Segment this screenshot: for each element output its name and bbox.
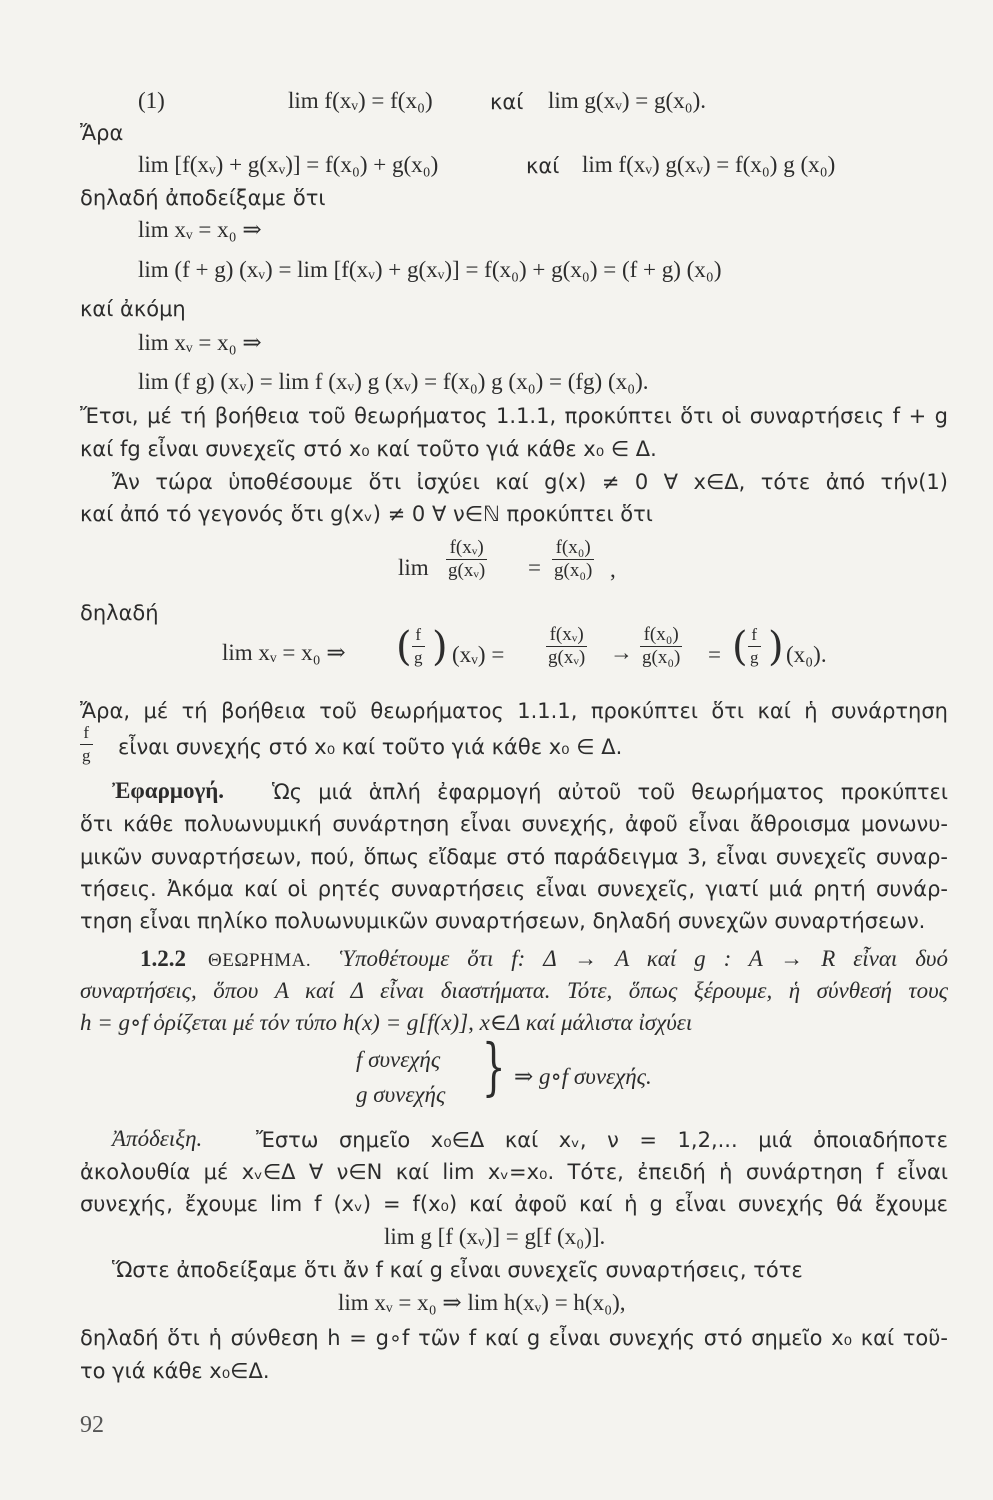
theorem-text: f συνεχής — [356, 1047, 441, 1072]
arrow: → — [610, 640, 633, 665]
equation: lim xᵥ = x₀ ⇒ — [222, 640, 346, 665]
text-line: Ὡς μιά ἁπλή ἐφαρμογή αὐτοῦ τοῦ θεωρήματος προκύπτει — [272, 780, 948, 804]
proof-label: Ἀπόδειξη. — [112, 1126, 203, 1151]
fraction — [412, 624, 425, 669]
equation: lim xᵥ = x₀ ⇒ — [138, 217, 262, 242]
page-number: 92 — [80, 1412, 104, 1438]
text-line: ὅτι κάθε πολυωνυμική συνάρτηση εἶναι συνεχής, ἀφοῦ εἶναι ἄθροισμα μονωνυ- — [80, 812, 948, 836]
text-line: καί ἀπό τό γεγονός ὅτι g(xᵥ) ≠ 0 ∀ ν∈ℕ προκύπτει ὅτι — [80, 502, 653, 526]
equation: lim f(xᵥ) = f(x₀) — [288, 88, 433, 113]
theorem-label: ΘΕΩΡΗΜΑ. — [208, 950, 312, 971]
text-line: τήσεις. Ἀκόμα καί οἱ ρητές συναρτήσεις εἶναι συνεχεῖς, γιατί μιά ρητή συνάρ- — [80, 877, 948, 901]
equation: lim xᵥ = x₀ ⇒ lim h(xᵥ) = h(x₀), — [338, 1290, 626, 1315]
numerator: f(x₀) — [640, 624, 682, 647]
equation: lim [f(xᵥ) + g(xᵥ)] = f(x₀) + g(x₀) — [138, 152, 439, 177]
lim-operator: lim — [398, 555, 429, 580]
text-line: δηλαδή ἀποδείξαμε ὅτι — [80, 186, 326, 210]
fraction — [748, 624, 761, 669]
text-line: Ἄν τώρα ὑποθέσουμε ὅτι ἰσχύει καί g(x) ≠ 0 ∀ x∈Δ, τότε ἀπό τήν(1) — [112, 470, 948, 494]
text-line: δηλαδή ὅτι ἡ σύνθεση h = g∘f τῶν f καί g εἶναι συνεχής στό σημεῖο x₀ καί τοῦ- — [80, 1326, 948, 1350]
equation: lim g(xᵥ) = g(x₀). — [548, 88, 707, 113]
denominator: g — [82, 746, 91, 765]
equation: lim g [f (xᵥ)] = g[f (x₀)]. — [384, 1224, 606, 1249]
fraction — [546, 624, 587, 669]
denominator: g(xᵥ) — [548, 647, 586, 668]
right-paren-icon: ) — [432, 624, 448, 670]
text-line: Ἔστω σημεῖο x₀∈Δ καί xᵥ, ν = 1,2,... μιά ὁποιαδήποτε — [256, 1128, 948, 1152]
text: καί — [526, 154, 560, 178]
theorem-number: 1.2.2 — [140, 946, 186, 971]
theorem-text: συναρτήσεις, ὅπου A καί Δ εἶναι διαστήματα. Τότε, ὅπως ξέρουμε, ἡ σύνθεσή τους — [80, 978, 948, 1003]
denominator: g — [750, 648, 759, 667]
punctuation: , — [610, 557, 616, 582]
equation-label: (1) — [138, 88, 165, 113]
numerator: f — [412, 624, 425, 647]
text-line: μικῶν συναρτήσεων, πού, ὅπως εἴδαμε στό παράδειγμα 3, εἶναι συνεχεῖς συναρ- — [80, 845, 948, 869]
text-line: δηλαδή — [80, 601, 159, 625]
text-line: Ὥστε ἀποδείξαμε ὅτι ἄν f καί g εἶναι συνεχεῖς συναρτήσεις, τότε — [112, 1258, 803, 1282]
text-line: εἶναι συνεχής στό x₀ καί τοῦτο γιά κάθε x₀ ∈ Δ. — [118, 735, 623, 759]
theorem-text: g συνεχής — [356, 1082, 446, 1107]
denominator: g(x₀) — [554, 560, 593, 581]
right-brace-icon: } — [481, 1030, 506, 1103]
equals-sign: = — [708, 642, 721, 667]
left-paren-icon: ( — [396, 624, 412, 670]
denominator: g(xᵥ) — [448, 560, 486, 581]
equation: (x₀). — [786, 642, 827, 667]
equation: lim f(xᵥ) g(xᵥ) = f(x₀) g (x₀) — [582, 152, 836, 177]
equation: (xᵥ) = — [452, 642, 505, 667]
text: καί — [490, 90, 524, 114]
theorem-text: ⇒ g∘f συνεχής. — [514, 1064, 652, 1089]
text-line: Ἄρα, μέ τή βοήθεια τοῦ θεωρήματος 1.1.1, προκύπτει ὅτι καί ἡ συνάρτηση — [80, 699, 948, 723]
fraction — [446, 537, 487, 582]
fraction — [552, 537, 594, 582]
fraction — [640, 624, 682, 669]
denominator: g(x₀) — [642, 647, 681, 668]
theorem-text: h = g∘f ὁρίζεται μέ τόν τύπο h(x) = g[f(x)], x∈Δ καί μάλιστα ἰσχύει — [80, 1010, 693, 1035]
application-heading: Ἐφαρμογή. — [112, 778, 225, 803]
left-paren-icon: ( — [732, 624, 748, 670]
text-line: τηση εἶναι πηλίκο πολυωνυμικῶν συναρτήσεων, δηλαδή συνεχῶν συναρτήσεων. — [80, 909, 926, 933]
equation: lim (f + g) (xᵥ) = lim [f(xᵥ) + g(xᵥ)] = f(x₀) + g(x₀) = (f + g) (x₀) — [138, 257, 722, 282]
equation: lim (f g) (xᵥ) = lim f (xᵥ) g (xᵥ) = f(x₀) g (x₀) = (fg) (x₀). — [138, 369, 649, 394]
numerator: f — [748, 624, 761, 647]
right-paren-icon: ) — [768, 624, 784, 670]
text-line: το γιά κάθε x₀∈Δ. — [80, 1359, 270, 1383]
equation: lim xᵥ = x₀ ⇒ — [138, 330, 262, 355]
theorem-text: Ὑποθέτουμε ὅτι f: Δ → A καί g : A → R εἶναι δυό — [340, 946, 948, 971]
numerator: f — [80, 722, 93, 745]
text-line: ἀκολουθία μέ xᵥ∈Δ ∀ ν∈N καί lim xᵥ=x₀. Τότε, ἐπειδή ἡ συνάρτηση f εἶναι — [80, 1160, 948, 1184]
text-line: Ἄρα — [80, 121, 124, 145]
text-line: καί ἀκόμη — [80, 297, 186, 321]
text-line: συνεχής, ἔχουμε lim f (xᵥ) = f(x₀) καί ἀφοῦ καί ἡ g εἶναι συνεχής θά ἔχουμε — [80, 1192, 948, 1216]
text-line: καί fg εἶναι συνεχεῖς στό x₀ καί τοῦτο γιά κάθε x₀ ∈ Δ. — [80, 437, 657, 461]
numerator: f(xᵥ) — [446, 537, 487, 560]
fraction — [80, 722, 93, 767]
text-line: Ἔτσι, μέ τή βοήθεια τοῦ θεωρήματος 1.1.1, προκύπτει ὅτι οἱ συναρτήσεις f + g — [80, 404, 948, 428]
numerator: f(xᵥ) — [546, 624, 587, 647]
equals-sign: = — [528, 555, 541, 580]
denominator: g — [414, 648, 423, 667]
numerator: f(x₀) — [552, 537, 594, 560]
